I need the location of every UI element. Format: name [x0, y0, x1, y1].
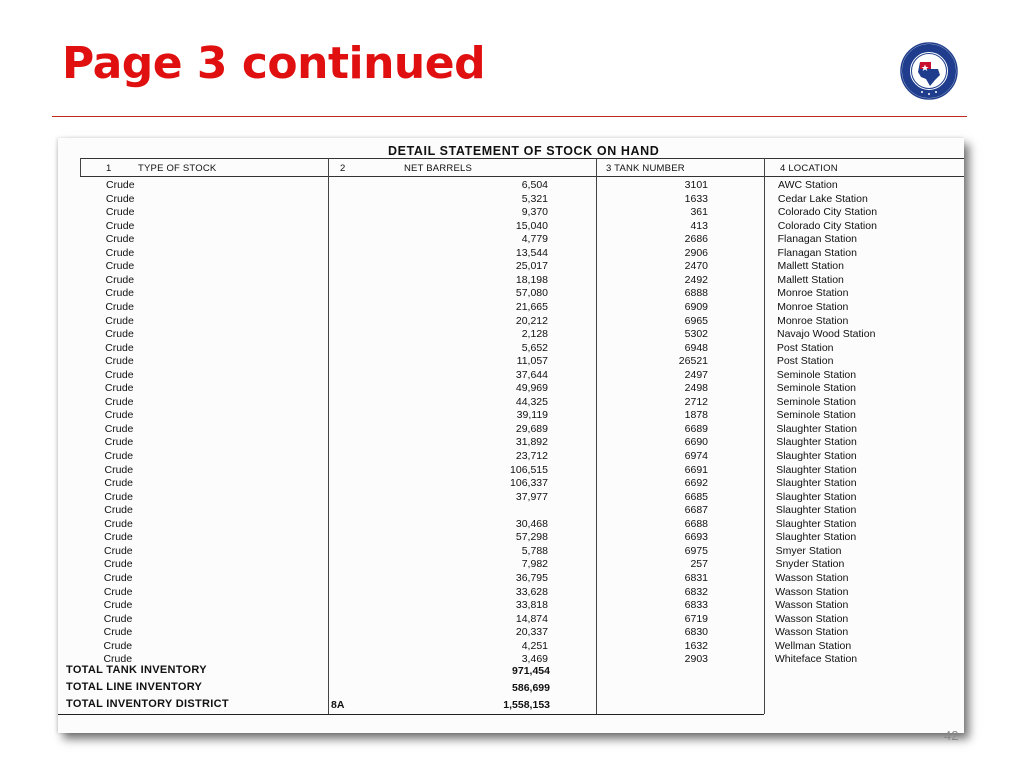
- stock-type-cell: Crude: [105, 287, 135, 300]
- net-barrels-cell: 13,544: [515, 246, 548, 259]
- tank-number-cell: 6948: [684, 341, 708, 354]
- tank-number-cell: 6692: [684, 477, 708, 490]
- tank-number-cell: 1632: [684, 639, 708, 652]
- header-top-border: [80, 158, 964, 159]
- stock-type-cell: Crude: [105, 273, 135, 286]
- stock-type-cell: Crude: [105, 219, 135, 232]
- location-cell: Seminole Station: [776, 368, 857, 381]
- net-barrels-cell: 30,468: [515, 517, 548, 530]
- col-barrels-number: 2: [340, 163, 346, 174]
- location-cell: Post Station: [776, 341, 834, 354]
- col-tank-number: 3 TANK NUMBER: [606, 163, 685, 174]
- stock-type-cell: Crude: [103, 653, 133, 666]
- location-cell: AWC Station: [778, 179, 838, 191]
- stock-type-cell: Crude: [105, 314, 134, 327]
- net-barrels-cell: 20,337: [515, 626, 548, 639]
- tank-number-cell: 6831: [684, 571, 708, 584]
- net-barrels-cell: 33,818: [515, 599, 548, 612]
- tank-number-cell: 6691: [684, 463, 708, 476]
- net-barrels-cell: 106,337: [510, 477, 548, 490]
- tank-number-cell: 2712: [684, 395, 708, 408]
- location-cell: Flanagan Station: [777, 246, 857, 259]
- net-barrels-cell: 15,040: [515, 219, 548, 232]
- net-barrels-cell: 6,504: [521, 179, 548, 191]
- stock-type-cell: Crude: [105, 206, 135, 219]
- location-cell: Slaughter Station: [776, 477, 857, 490]
- location-cell: Wellman Station: [774, 639, 852, 652]
- net-barrels-cell: 49,969: [515, 382, 548, 395]
- stock-type-cell: Crude: [104, 517, 133, 530]
- net-barrels-cell: 2,128: [521, 328, 548, 341]
- stock-type-cell: Crude: [103, 626, 133, 639]
- location-cell: Monroe Station: [777, 300, 849, 313]
- total-label: TOTAL LINE INVENTORY: [66, 681, 203, 693]
- tank-number-cell: 2492: [684, 273, 708, 286]
- tank-number-cell: 6974: [684, 450, 708, 462]
- location-cell: Slaughter Station: [775, 517, 857, 530]
- net-barrels-cell: 9,370: [521, 206, 548, 219]
- header-bottom-border: [80, 176, 964, 177]
- location-cell: Flanagan Station: [777, 233, 858, 246]
- tank-number-cell: 2903: [684, 653, 708, 666]
- location-cell: Seminole Station: [776, 409, 856, 422]
- col-net-barrels: NET BARRELS: [404, 163, 473, 174]
- net-barrels-cell: 21,665: [515, 300, 548, 313]
- tank-number-cell: 6888: [684, 287, 708, 300]
- stock-type-cell: Crude: [105, 233, 135, 246]
- column-divider-3: [764, 158, 765, 714]
- total-value: 971,454: [512, 665, 550, 677]
- stock-type-cell: Crude: [105, 192, 135, 205]
- tank-number-cell: 2470: [684, 260, 708, 273]
- stock-type-cell: Crude: [104, 422, 134, 435]
- tank-number-cell: 2906: [684, 246, 708, 259]
- location-cell: Mallett Station: [777, 260, 844, 273]
- tank-number-cell: 6693: [684, 531, 708, 544]
- stock-type-cell: Crude: [104, 544, 133, 557]
- col-type-of-stock: TYPE OF STOCK: [138, 163, 217, 174]
- tank-number-cell: 6690: [684, 436, 708, 449]
- location-cell: Slaughter Station: [776, 463, 857, 476]
- location-cell: Seminole Station: [776, 382, 857, 395]
- net-barrels-cell: 14,874: [515, 612, 548, 625]
- tank-number-cell: 5302: [684, 328, 708, 341]
- location-cell: Whiteface Station: [774, 653, 858, 666]
- net-barrels-cell: 29,689: [515, 422, 548, 435]
- stock-type-cell: Crude: [104, 477, 134, 490]
- net-barrels-cell: 7,982: [521, 558, 548, 571]
- railroad-commission-seal-logo: [900, 42, 958, 100]
- tank-number-cell: 361: [690, 206, 708, 219]
- column-divider-1: [328, 158, 329, 714]
- location-cell: Slaughter Station: [776, 422, 857, 435]
- stock-type-cell: Crude: [103, 599, 133, 612]
- tank-number-cell: 413: [690, 219, 708, 232]
- column-divider-2: [596, 158, 597, 714]
- location-cell: Wasson Station: [775, 585, 849, 598]
- tank-number-cell: 6833: [684, 599, 708, 612]
- location-cell: Slaughter Station: [776, 436, 857, 449]
- net-barrels-cell: 5,652: [521, 341, 548, 354]
- net-barrels-cell: 4,251: [521, 639, 548, 652]
- stock-type-cell: Crude: [104, 395, 134, 408]
- net-barrels-cell: 57,298: [515, 531, 548, 544]
- stock-type-cell: Crude: [104, 531, 133, 544]
- tank-number-cell: 6975: [684, 544, 708, 557]
- net-barrels-cell: 37,644: [515, 368, 548, 381]
- tank-number-cell: 1878: [684, 409, 708, 422]
- net-barrels-cell: 36,795: [515, 571, 548, 584]
- location-cell: Slaughter Station: [776, 450, 857, 462]
- net-barrels-cell: 57,080: [515, 287, 548, 300]
- location-cell: Wasson Station: [775, 599, 849, 612]
- stock-type-cell: Crude: [104, 504, 133, 517]
- net-barrels-cell: 3,469: [521, 653, 548, 666]
- location-cell: Wasson Station: [775, 626, 849, 639]
- stock-type-cell: Crude: [105, 341, 134, 354]
- tank-number-cell: 2498: [684, 382, 708, 395]
- stock-type-cell: Crude: [105, 355, 134, 368]
- location-cell: Monroe Station: [777, 287, 849, 300]
- total-label: TOTAL INVENTORY DISTRICT: [66, 698, 229, 710]
- stock-type-cell: Crude: [104, 450, 134, 462]
- location-cell: Slaughter Station: [775, 490, 857, 503]
- tank-number-cell: 26521: [678, 355, 708, 368]
- location-cell: Wasson Station: [775, 612, 849, 625]
- location-cell: Slaughter Station: [775, 504, 857, 517]
- tank-number-cell: 3101: [684, 179, 708, 191]
- stock-type-cell: Crude: [103, 558, 133, 571]
- location-cell: Wasson Station: [775, 571, 849, 584]
- location-cell: Navajo Wood Station: [777, 328, 876, 341]
- tank-number-cell: 6719: [684, 612, 708, 625]
- tank-number-cell: 257: [690, 558, 708, 571]
- stock-type-cell: Crude: [105, 246, 135, 259]
- stock-type-cell: Crude: [103, 571, 133, 584]
- stock-type-cell: Crude: [104, 409, 134, 422]
- document-heading: DETAIL STATEMENT OF STOCK ON HAND: [388, 144, 660, 158]
- tank-number-cell: 6687: [684, 504, 708, 517]
- location-cell: Colorado City Station: [777, 206, 878, 219]
- stock-type-cell: Crude: [104, 368, 134, 381]
- col-location: 4 LOCATION: [780, 163, 838, 174]
- net-barrels-cell: 37,977: [515, 490, 548, 503]
- title-underline-divider: [52, 116, 967, 117]
- tank-number-cell: 6688: [684, 517, 708, 530]
- stock-type-cell: Crude: [105, 300, 134, 313]
- net-barrels-cell: 5,788: [521, 544, 548, 557]
- stock-type-cell: Crude: [103, 639, 133, 652]
- net-barrels-cell: 25,017: [515, 260, 548, 273]
- stock-type-cell: Crude: [106, 179, 135, 191]
- stock-type-cell: Crude: [104, 436, 134, 449]
- net-barrels-cell: 31,892: [515, 436, 548, 449]
- net-barrels-cell: 18,198: [515, 273, 548, 286]
- tank-number-cell: 6965: [684, 314, 708, 327]
- net-barrels-cell: 4,779: [521, 233, 548, 246]
- scanned-stock-statement: [58, 138, 964, 733]
- stock-type-cell: Crude: [105, 328, 134, 341]
- net-barrels-cell: 20,212: [515, 314, 548, 327]
- tank-number-cell: 6832: [684, 585, 708, 598]
- district-code: 8A: [331, 699, 345, 711]
- net-barrels-cell: 44,325: [515, 395, 548, 408]
- stock-type-cell: Crude: [104, 490, 133, 503]
- tank-number-cell: 6830: [684, 626, 708, 639]
- total-value: 1,558,153: [503, 699, 550, 711]
- location-cell: Slaughter Station: [775, 531, 857, 544]
- slide-title: Page 3 continued: [62, 38, 486, 89]
- header-left-border: [80, 158, 81, 176]
- tank-number-cell: 6909: [684, 300, 708, 313]
- stock-type-cell: Crude: [103, 612, 133, 625]
- location-cell: Monroe Station: [777, 314, 849, 327]
- net-barrels-cell: 39,119: [516, 409, 548, 422]
- tank-number-cell: 6689: [684, 422, 708, 435]
- location-cell: Mallett Station: [777, 273, 844, 286]
- stock-type-cell: Crude: [105, 260, 135, 273]
- tank-number-cell: 6685: [684, 490, 708, 503]
- totals-bottom-rule: [58, 714, 764, 715]
- net-barrels-cell: 23,712: [515, 450, 548, 462]
- net-barrels-cell: 106,515: [510, 463, 548, 476]
- location-cell: Snyder Station: [775, 558, 845, 571]
- net-barrels-cell: 33,628: [515, 585, 548, 598]
- tank-number-cell: 2686: [684, 233, 708, 246]
- location-cell: Smyer Station: [775, 544, 842, 557]
- net-barrels-cell: 5,321: [521, 192, 548, 205]
- stock-type-cell: Crude: [104, 463, 134, 476]
- net-barrels-cell: 11,057: [516, 355, 548, 368]
- stock-type-cell: Crude: [104, 382, 134, 395]
- total-value: 586,699: [512, 682, 550, 694]
- tank-number-cell: 2497: [684, 368, 708, 381]
- location-cell: Colorado City Station: [777, 219, 877, 232]
- location-cell: Seminole Station: [776, 395, 856, 408]
- stock-type-cell: Crude: [103, 585, 133, 598]
- location-cell: Cedar Lake Station: [777, 192, 868, 205]
- location-cell: Post Station: [776, 355, 834, 368]
- tank-number-cell: 1633: [684, 192, 708, 205]
- col-type-number: 1: [106, 163, 112, 174]
- page-number: 42: [944, 728, 959, 743]
- total-label: TOTAL TANK INVENTORY: [66, 664, 207, 676]
